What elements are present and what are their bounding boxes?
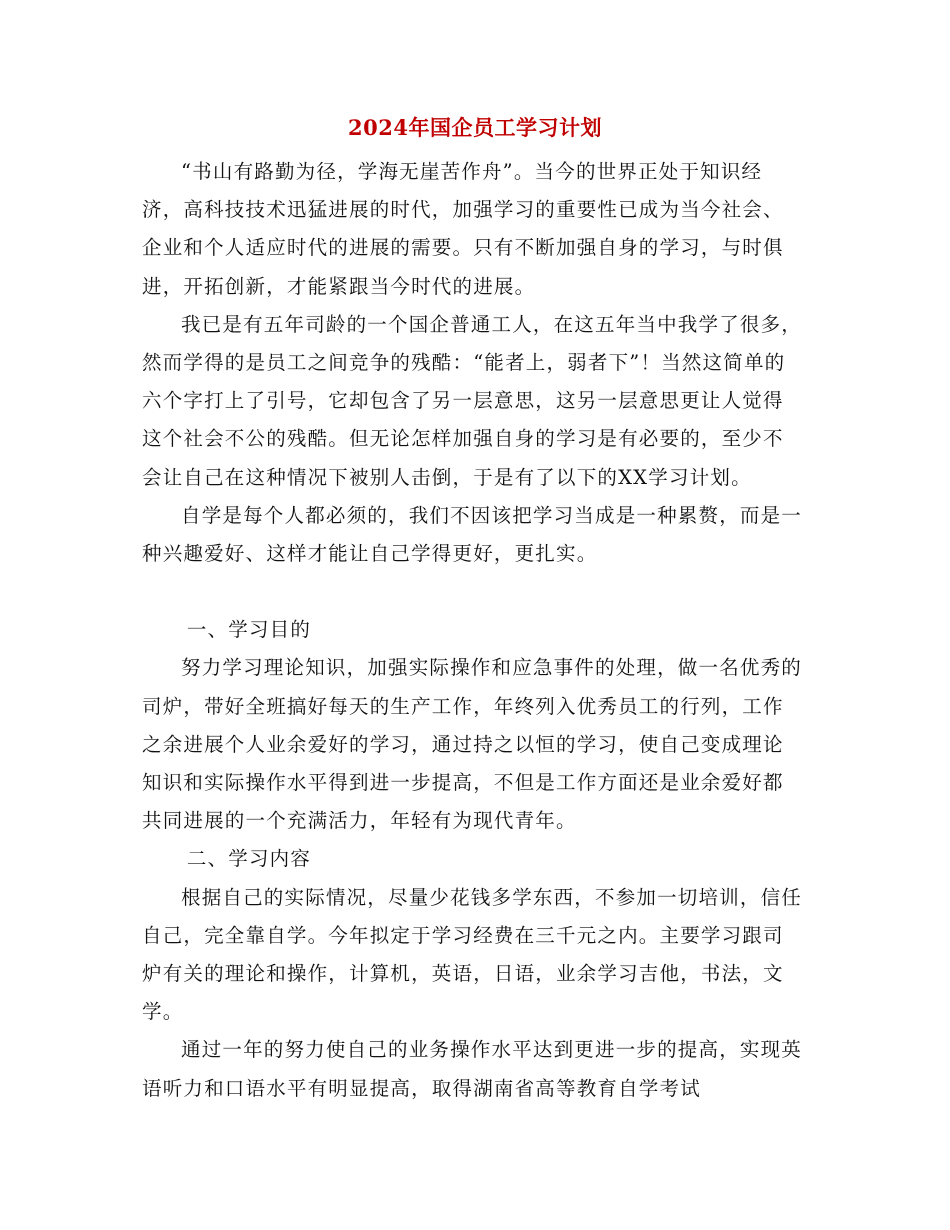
section-2-paragraph-1: 根据自己的实际情况，尽量少花钱多学东西，不参加一切培训，信任自己，完全靠自学。今年拟定于学习经费在三千元之内。主要学习跟司炉有关的理论和操作，计算机，英语，日语，业余学习吉他，书法，文学。 [142, 885, 803, 1024]
section-1-paragraph: 努力学习理论知识，加强实际操作和应急事件的处理，做一名优秀的司炉，带好全班搞好每天的生产工作，年终列入优秀员工的行列，工作之余进展个人业余爱好的学习，通过持之以恒的学习，使自己变成理论知识和实际操作水平得到进一步提高，不但是工作方面还是业余爱好都共同进展的一个充满活力，年轻有为现代青年。 [142, 656, 803, 833]
document-body [142, 153, 802, 1108]
section-2-heading: 二、学习内容 [186, 847, 312, 871]
blank-line [142, 573, 802, 611]
intro-paragraph-1: “书山有路勤为径，学海无崖苦作舟”。当今的世界正处于知识经济，高科技技术迅猛进展的时代，加强学习的重要性已成为当今社会、企业和个人适应时代的进展的需要。只有不断加强自身的学习，与时俱进，开拓创新，才能紧跟当今时代的进展。 [142, 160, 784, 298]
intro-paragraph-3: 自学是每个人都必须的，我们不因该把学习当成是一种累赘，而是一种兴趣爱好、这样才能让自己学得更好，更扎实。 [142, 503, 803, 566]
section-2-paragraph-2: 通过一年的努力使自己的业务操作水平达到更进一步的提高，实现英语听力和口语水平有明显提高，取得湖南省高等教育自学考试 [142, 1038, 803, 1100]
section-1-heading: 一、学习目的 [186, 618, 312, 642]
document-title: 2024年国企员工学习计划 [348, 115, 602, 140]
intro-paragraph-2: 我已是有五年司龄的一个国企普通工人，在这五年当中我学了很多，然而学得的是员工之间竞争的残酷：“能者上，弱者下”！当然这简单的六个字打上了引号，它却包含了另一层意思，这另一层意思更让人觉得这个社会不公的残酷。但无论怎样加强自身的学习是有必要的，至少不会让自己在这种情况下被别人击倒，于是有了以下的XX学习计划。 [142, 312, 803, 489]
